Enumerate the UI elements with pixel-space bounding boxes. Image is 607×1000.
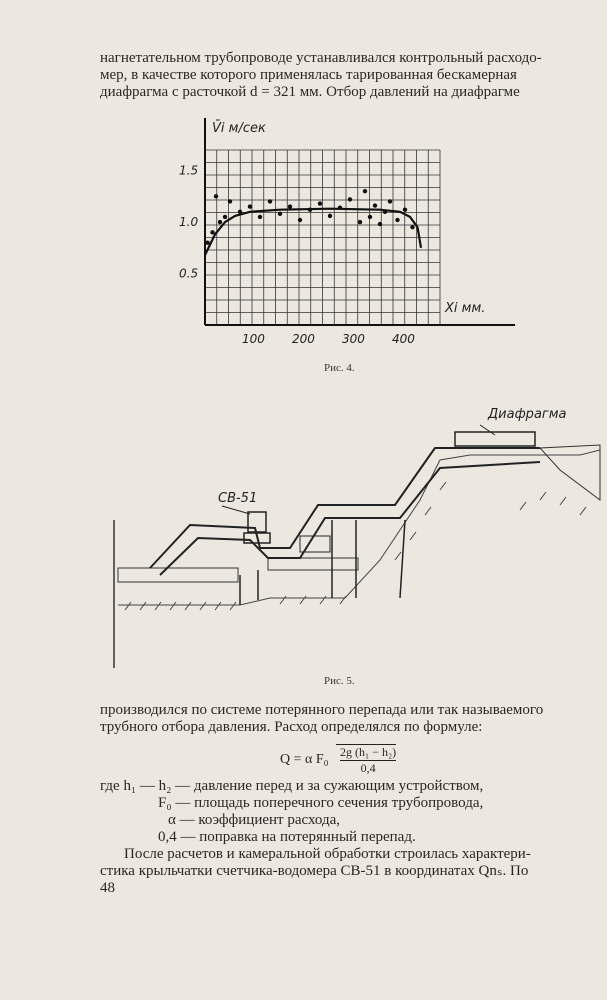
page-number: 48 <box>100 880 115 896</box>
text-line: диафрагма с расточкой d = 321 мм. Отбор давлений на диафрагме <box>100 84 520 100</box>
y-tick-label: 1.0 <box>179 215 199 230</box>
chart-marks <box>205 189 421 255</box>
where-item: 0,4 — поправка на потерянный перепад. <box>158 829 416 845</box>
text-line: производился по системе потерянного перепада или так называемого <box>100 702 544 718</box>
data-point <box>218 220 222 224</box>
y-tick-label: 1.5 <box>179 163 199 178</box>
data-point <box>238 210 242 214</box>
data-point <box>358 220 362 224</box>
figure-5-drawing <box>0 395 607 675</box>
data-point <box>395 218 399 222</box>
data-point <box>378 222 382 226</box>
data-point <box>278 212 282 216</box>
y-tick-label: 0.5 <box>179 266 199 281</box>
data-point <box>210 230 214 234</box>
data-point <box>368 215 372 219</box>
data-point <box>214 194 218 198</box>
data-point <box>308 208 312 212</box>
figure-4-caption: Рис. 4. <box>324 362 355 374</box>
y-axis-label: V̄i м/сек <box>212 121 266 136</box>
formula-numerator: 2g (h₁ − h₂) <box>340 745 397 759</box>
data-point <box>373 203 377 207</box>
data-point <box>298 218 302 222</box>
top-paragraph <box>100 50 592 101</box>
data-point <box>223 215 227 219</box>
data-point <box>348 197 352 201</box>
where-item: где h₁ — h₂ — давление перед и за сужающим устройством, <box>100 778 484 794</box>
data-point <box>388 199 392 203</box>
text-line: После расчетов и камеральной обработки строилась характери- <box>124 846 531 862</box>
data-point <box>248 204 252 208</box>
meter-label: СВ-51 <box>218 491 258 506</box>
where-item: α — коэффициент расхода, <box>168 812 340 828</box>
data-point <box>328 214 332 218</box>
data-point <box>383 210 387 214</box>
pipeline <box>150 448 540 575</box>
data-point <box>258 215 262 219</box>
x-tick-label: 300 <box>342 332 365 346</box>
x-tick-label: 400 <box>392 332 415 346</box>
data-point <box>318 201 322 205</box>
x-tick-label: 100 <box>242 332 265 346</box>
data-point <box>410 225 414 229</box>
text-line: нагнетательном трубопроводе устанавливался контрольный расходо- <box>100 50 542 66</box>
text-line: трубного отбора давления. Расход определялся по формуле: <box>100 719 483 735</box>
where-list <box>100 778 592 846</box>
where-item: F₀ — площадь поперечного сечения трубопровода, <box>158 795 484 811</box>
data-point <box>338 205 342 209</box>
bottom-paragraph <box>100 702 592 736</box>
data-point <box>403 208 407 212</box>
data-point <box>228 199 232 203</box>
final-paragraph <box>100 846 592 880</box>
flow-formula <box>280 744 396 776</box>
ground-hatching <box>118 450 600 610</box>
chart-ticks <box>179 164 415 346</box>
data-point <box>268 199 272 203</box>
text-line: мер, в качестве которого применялась тарированная бескамерная <box>100 67 517 83</box>
text-line: стика крыльчатки счетчика-водомера СВ-51 в координатах Qnₛ. По <box>100 863 529 879</box>
data-point <box>288 204 292 208</box>
data-point <box>205 240 209 244</box>
formula-lhs: Q = α F₀ <box>280 752 329 768</box>
chart-grid <box>205 150 440 325</box>
formula-denominator: 0,4 <box>360 761 376 775</box>
x-axis-label: Xi мм. <box>445 301 486 316</box>
data-point <box>363 189 367 193</box>
x-tick-label: 200 <box>292 332 315 346</box>
series-line <box>205 209 421 255</box>
diaphragm-label: Диафрагма <box>488 407 567 422</box>
figure-5-caption: Рис. 5. <box>324 675 355 687</box>
